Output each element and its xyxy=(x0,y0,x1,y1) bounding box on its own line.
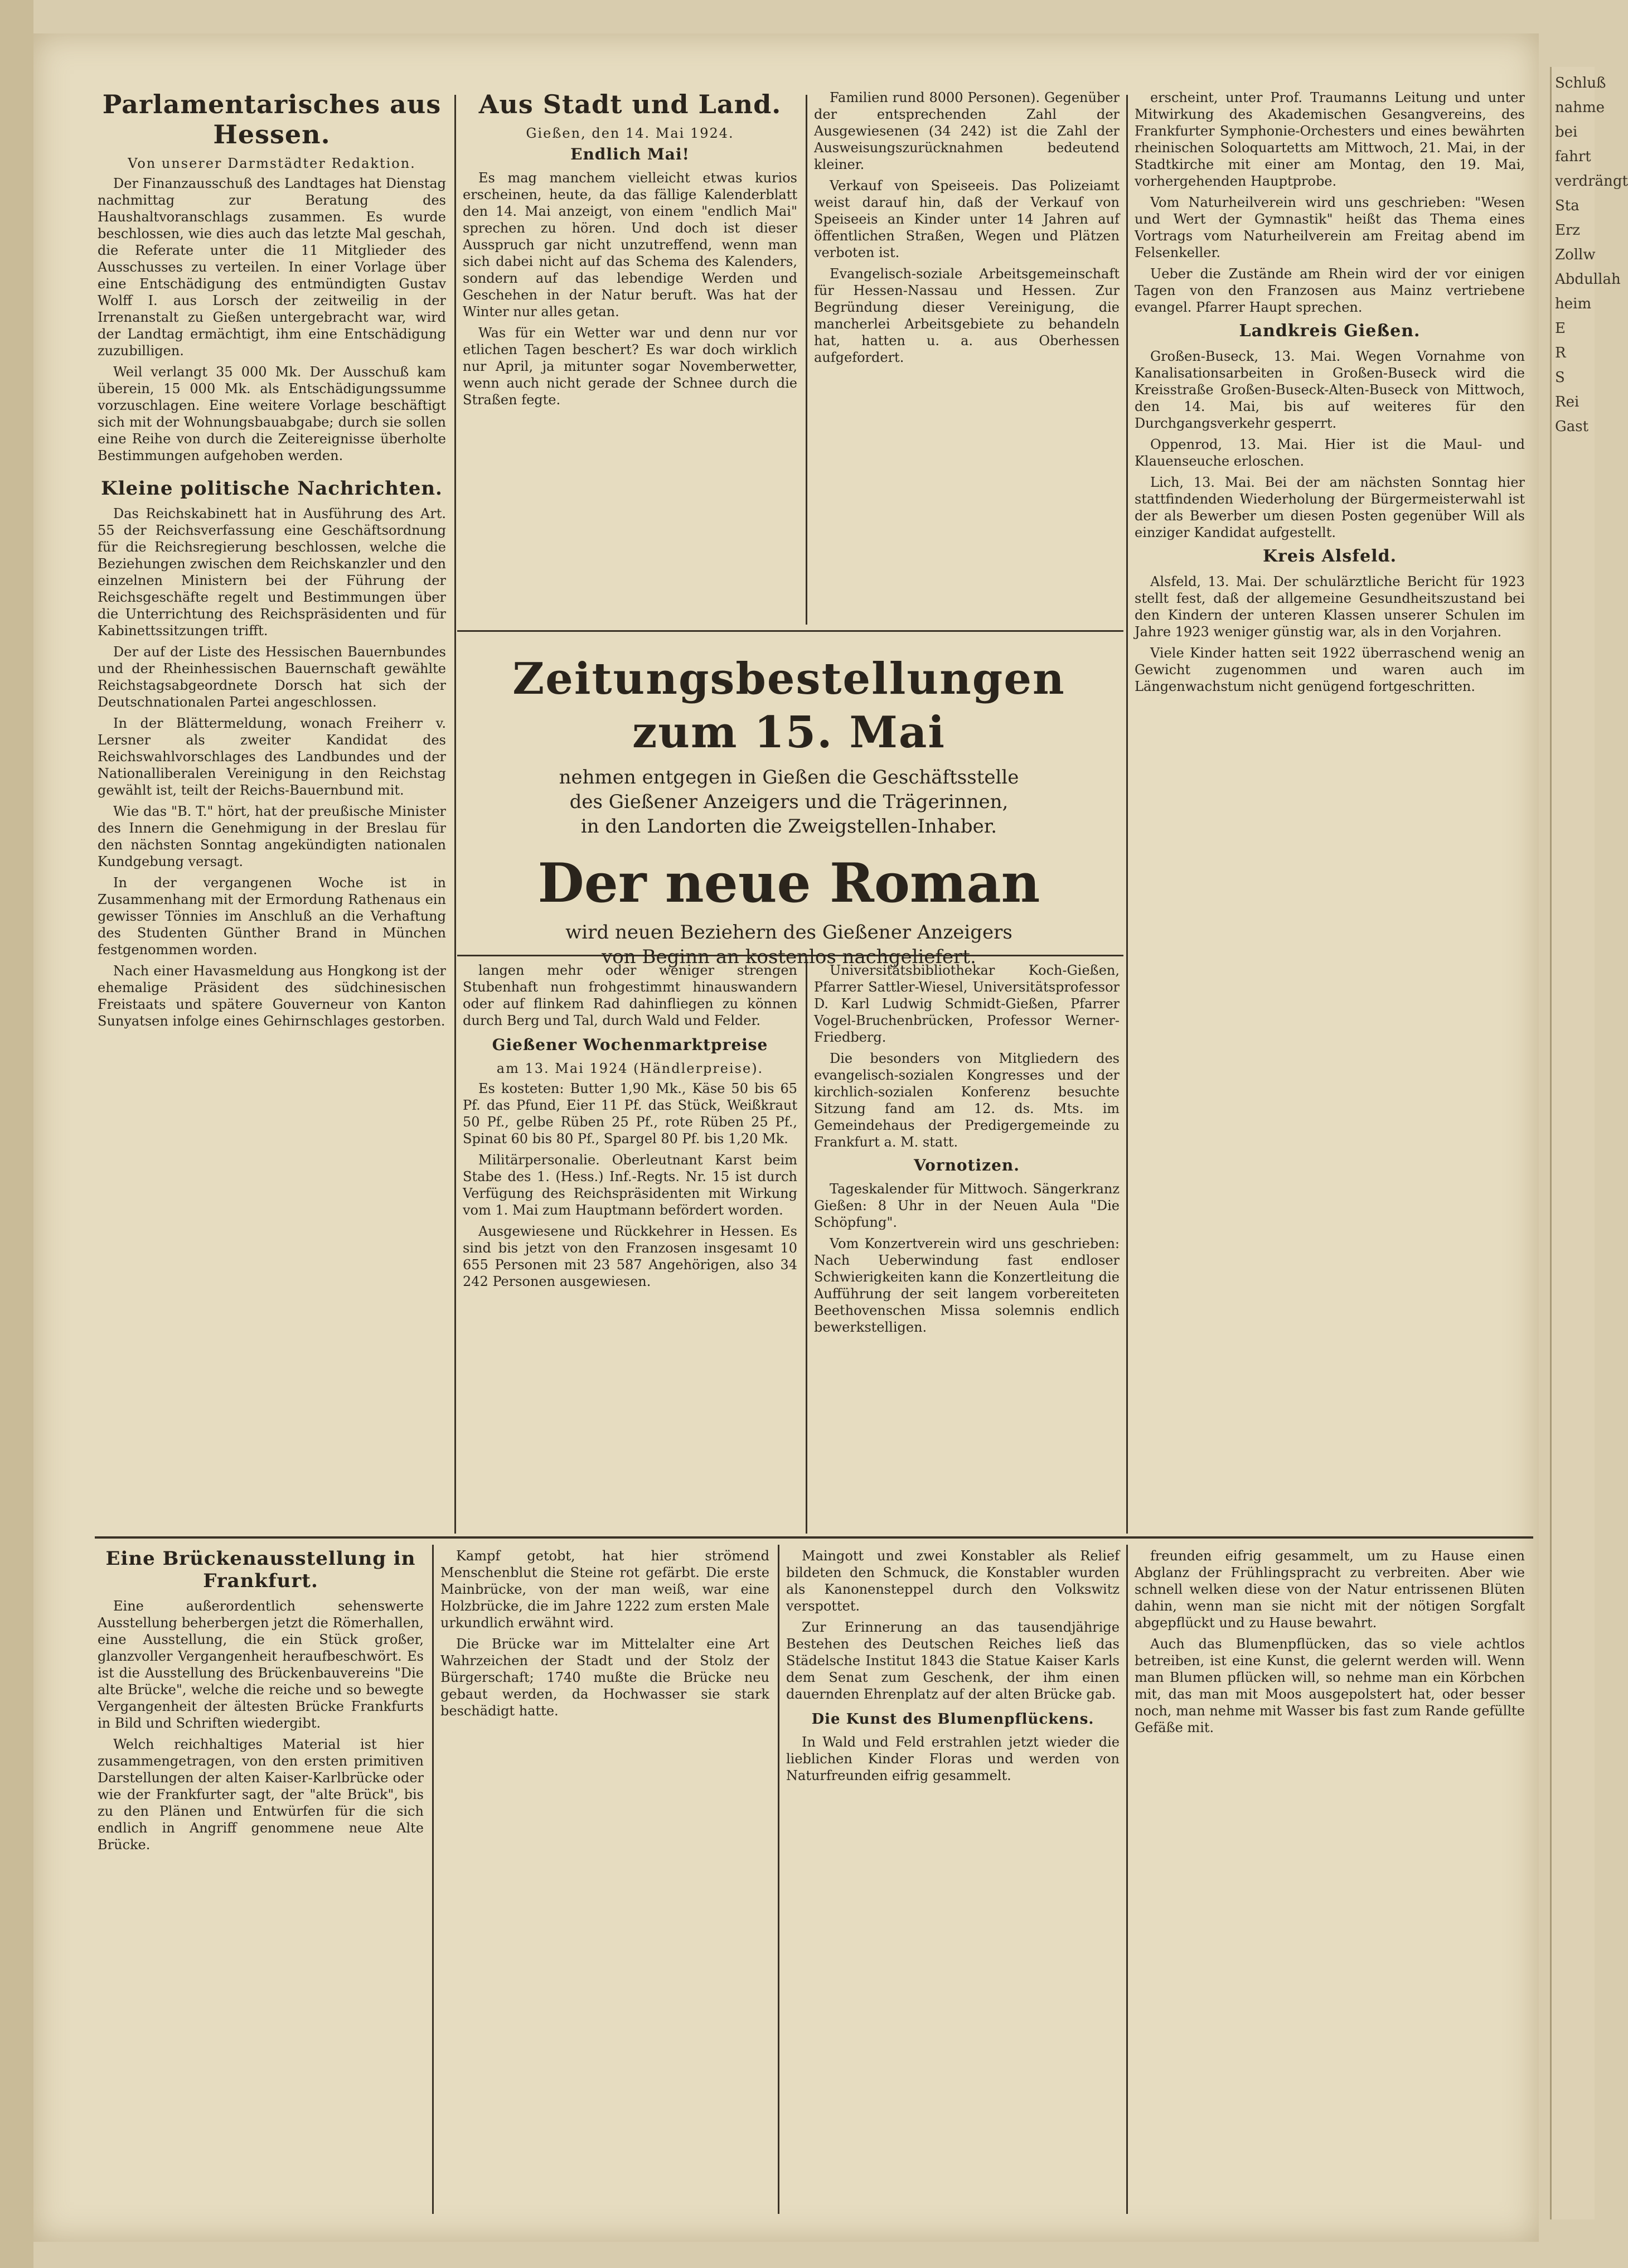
dateline: Gießen, den 14. Mai 1924. xyxy=(526,125,734,141)
article-paragraph: Es kosteten: Butter 1,90 Mk., Käse 50 bis 65 Pf. das Pfund, Eier 11 Pf. das Stück, Weißkraut 50 Pf., gelbe Rüben 25 Pf., rote Rüben 25 Pf., Spinat 60 bis 80 Pf., Spargel 80 Pf. bis 1,20 Mk. xyxy=(463,1081,797,1147)
subline-marktdatum: am 13. Mai 1924 (Händlerpreise). xyxy=(496,1061,764,1076)
strip-word: E xyxy=(1555,320,1566,337)
ad-text: von Beginn an kostenlos nachgeliefert. xyxy=(602,946,976,968)
article-paragraph: Wie das "B. T." hört, hat der preußische Minister des Innern die Genehmigung in der Breslau für den nächsten Sonntag angekündigten nationalen Kundgebung versagt. xyxy=(98,804,446,869)
article-paragraph: Auch das Blumenpflücken, das so viele achtlos betreiben, ist eine Kunst, die gelernt werden will. Wenn man Blumen pflücken will, so nehme man ein Körbchen mit, das man mit Moos ausgepolstert hat, oder besser noch, man nehme mit Wasser bis fast zum Rande gefüllte Gefäße mit. xyxy=(1135,1636,1525,1735)
article-paragraph: Alsfeld, 13. Mai. Der schulärztliche Bericht für 1923 stellt fest, daß der allgemeine Gesundheitszustand bei den Kindern der unteren Klassen unserer Schulen im Jahre 1923 weniger günstig war, als in den Vorjahren. xyxy=(1135,574,1525,640)
strip-word: Sta xyxy=(1555,197,1579,214)
article-paragraph: Großen-Buseck, 13. Mai. Wegen Vornahme von Kanalisationsarbeiten in Großen-Buseck wird die Kreisstraße Großen-Buseck-Alten-Buseck von Mittwoch, den 14. Mai, bis auf weiteres für den Durchgangsverkehr gesperrt. xyxy=(1135,349,1525,431)
page-binding-edge xyxy=(0,0,33,2268)
strip-word: Erz xyxy=(1555,222,1581,239)
column-right xyxy=(1135,89,1525,1528)
subhead-vornotizen: Vornotizen. xyxy=(913,1156,1020,1174)
column-vornotizen xyxy=(814,962,1120,1531)
column-rule xyxy=(1126,1545,1128,2214)
article-paragraph: Welch reichhaltiges Material ist hier zusammengetragen, von den ersten primitiven Darstellungen der alten Kaiser-Karlbrücke oder wie der Frankfurter sagt, der "alte Brück", bis zu den Plänen und Entwürfen für die sich endlich in Angriff genommene neue Alte Brücke. xyxy=(98,1737,424,1853)
column-wochenmarkt xyxy=(463,962,797,1531)
article-paragraph: In Wald und Feld erstrahlen jetzt wieder die lieblichen Kinder Floras und werden von Naturfreunden eifrig gesammelt. xyxy=(786,1734,1120,1783)
strip-word: Schluß xyxy=(1555,75,1606,91)
strip-word: R xyxy=(1555,345,1566,361)
strip-word: nahme xyxy=(1555,99,1605,116)
article-paragraph: Vom Naturheilverein wird uns geschrieben: "Wesen und Wert der Gymnastik" heißt das Thema eines Vortrags vom Naturheilverein am Freitag abend im Felsenkeller. xyxy=(1135,195,1525,260)
strip-word: Gast xyxy=(1555,418,1589,435)
article-paragraph: Nach einer Havasmeldung aus Hongkong ist der ehemalige Präsident des südchinesischen Freistaats und spätere Gouverneur von Kanton Sunyatsen infolge eines Gehirnschlages gestorben. xyxy=(98,963,446,1029)
column-brueckenausstellung xyxy=(98,1548,424,2211)
article-paragraph: Die besonders von Mitgliedern des evangelisch-sozialen Kongresses und der kirchlich-sozialen Konferenz besuchte Sitzung fand am 12. ds. Mts. im Gemeindehaus der Predigergemeinde zu Frankfurt a. M. statt. xyxy=(814,1051,1120,1150)
strip-word: Zollw xyxy=(1555,246,1596,263)
headline-brueckenausstellung: Eine Brückenausstellung in Frankfurt. xyxy=(105,1548,416,1592)
subhead-kreis-alsfeld: Kreis Alsfeld. xyxy=(1262,547,1397,566)
headline-aus-stadt-und-land: Aus Stadt und Land. xyxy=(478,89,782,119)
column-rule xyxy=(806,95,807,625)
column-aus-stadt-und-land xyxy=(463,89,797,625)
headline-kleine-nachrichten: Kleine politische Nachrichten. xyxy=(101,477,443,500)
article-paragraph: erscheint, unter Prof. Traumanns Leitung und unter Mitwirkung des Akademischen Gesangvereins, des Frankfurter Symphonie-Orchesters und eines bewährten rheinischen Soloquartetts am Mittwoch, 21. Mai, in der Stadtkirche mit einer am Montag, den 19. Mai, vorhergehenden Hauptprobe. xyxy=(1135,90,1525,189)
article-paragraph: Das Reichskabinett hat in Ausführung des Art. 55 der Reichsverfassung eine Geschäftsordnung für die Reichsregierung beschlossen, welche die Beziehungen zwischen dem Reichskanzler und den einzelnen Ministern bei der Führung der Reichsgeschäfte regelt und Bestimmungen über die Unterrichtung des Reichspräsidenten und für Kabinettssitzungen trifft. xyxy=(98,506,446,639)
article-paragraph: Kampf getobt, hat hier strömend Menschenblut die Steine rot gefärbt. Die erste Mainbrücke, von der man weiß, war eine Holzbrücke, die im Jahre 1222 zum ersten Male urkundlich erwähnt wird. xyxy=(440,1548,769,1631)
column-center-right xyxy=(814,89,1120,625)
column-rule xyxy=(778,1545,779,2214)
ad-text: wird neuen Beziehern des Gießener Anzeigers xyxy=(565,921,1012,944)
subline-redaktion: Von unserer Darmstädter Redaktion. xyxy=(128,156,416,171)
article-paragraph: Vom Konzertverein wird uns geschrieben: Nach Ueberwindung fast endloser Schwierigkeiten kann die Konzertleitung die Aufführung der seit langem vorbereiteten Beethovenschen Missa solemnis endlich bewerkstelligen. xyxy=(814,1236,1120,1335)
column-rule xyxy=(1126,95,1128,1534)
article-paragraph: Lich, 13. Mai. Bei der am nächsten Sonntag hier stattfindenden Wiederholung der Bürgermeisterwahl ist der als Bewerber um diesen Posten gegenüber Will als einziger Kandidat aufgestellt. xyxy=(1135,475,1525,540)
article-paragraph: Der Finanzausschuß des Landtages hat Dienstag nachmittag zur Beratung des Haushaltvoranschlags zusammen. Es wurde beschlossen, wie dies auch das letzte Mal geschah, die Referate unter die 11 Mitglieder des Ausschusses zu verteilen. In einer Vorlage über eine Entschädigung des entmündigten Gustav Wolff I. aus Lorsch der zeitweilig in der Irrenanstalt zu Gießen untergebracht war, wird der Landtag ermächtigt, ihm eine Entschädigung zuzubilligen. xyxy=(98,176,446,359)
column-parlamentarisches xyxy=(98,89,446,1528)
article-paragraph: langen mehr oder weniger strengen Stubenhaft nun frohgestimmt hinauswandern oder auf flinkem Rad dahinfliegen zu können durch Berg und Tal, durch Wald und Felder. xyxy=(463,963,797,1028)
ad-roman-title: Der neue Roman xyxy=(537,852,1040,915)
article-paragraph: Der auf der Liste des Hessischen Bauernbundes und der Rheinhessischen Bauernschaft gewählte Reichstagsabgeordnete Dorsch hat sich der Deutschnationalen Partei angeschlossen. xyxy=(98,644,446,710)
article-paragraph: Was für ein Wetter war und denn nur vor etlichen Tagen beschert? Es war doch wirklich nur April, ja mitunter sogar Novemberwetter, wenn auch nicht gerade der Schnee durch die Straßen fegte. xyxy=(463,325,797,408)
article-paragraph: Universitätsbibliothekar Koch-Gießen, Pfarrer Sattler-Wiesel, Universitätsprofessor D. Karl Ludwig Schmidt-Gießen, Pfarrer Vogel-Bruchenbrücken, Professor Werner-Friedberg. xyxy=(814,963,1120,1045)
strip-word: verdrängt xyxy=(1555,173,1628,190)
article-paragraph: Verkauf von Speiseeis. Das Polizeiamt weist darauf hin, daß der Verkauf von Speiseeis an Kinder unter 14 Jahren auf öffentlichen Straßen, Wegen und Plätzen verboten ist. xyxy=(814,178,1120,260)
ad-headline: Zeitungsbestellungen zum 15. Mai xyxy=(512,654,1065,758)
strip-word: S xyxy=(1555,369,1565,386)
strip-word: heim xyxy=(1555,296,1592,312)
subhead-endlich-mai: Endlich Mai! xyxy=(570,145,690,163)
article-paragraph: Maingott und zwei Konstabler als Relief bildeten den Schmuck, die Konstabler wurden als Kanonensteppel durch den Volkswitz verspottet. xyxy=(786,1548,1120,1614)
strip-word: fahrt xyxy=(1555,148,1591,165)
subscription-advertisement xyxy=(457,641,1121,968)
article-paragraph: Es mag manchem vielleicht etwas kurios erscheinen, heute, da das fällige Kalenderblatt den 14. Mai anzeigt, von einem "endlich Mai" sprechen zu hören. Und doch ist dieser Ausspruch gar nicht unzutreffend, wenn man sich dabei nicht auf das Schema des Kalenders, sondern auf das lebendige Werden und Geschehen in der Natur beruft. Was hat der Winter nur alles getan. xyxy=(463,170,797,320)
column-blumen-fortsetzung xyxy=(1135,1548,1525,2211)
column-rule xyxy=(806,959,807,1534)
headline-parlamentarisches: Parlamentarisches aus Hessen. xyxy=(102,89,442,149)
article-paragraph: In der vergangenen Woche ist in Zusammenhang mit der Ermordung Rathenaus ein gewisser Tönnies im Anschluß an die Verhaftung des Studenten Günther Brand in München festgenommen worden. xyxy=(98,875,446,958)
article-paragraph: Familien rund 8000 Personen). Gegenüber der entsprechenden Zahl der Ausgewiesenen (34 242) ist die Zahl der Ausweisungszurücknahmen bedeutend kleiner. xyxy=(814,90,1120,172)
strip-word: Rei xyxy=(1555,394,1579,410)
article-paragraph: Zur Erinnerung an das tausendjährige Bestehen des Deutschen Reiches ließ das Städelsche Institut 1843 die Statue Kaiser Karls dem Senat zum Geschenk, der ihm einen dauernden Ehrenplatz auf der alten Brücke gab. xyxy=(786,1619,1120,1702)
ad-text: in den Landorten die Zweigstellen-Inhaber. xyxy=(580,815,997,838)
article-paragraph: Ausgewiesene und Rückkehrer in Hessen. Es sind bis jetzt von den Franzosen insgesamt 10 655 Personen mit 23 587 Angehörigen, also 34 242 Personen ausgewiesen. xyxy=(463,1224,797,1289)
article-paragraph: Viele Kinder hatten seit 1922 überraschend wenig an Gewicht zugenommen und waren auch im Längenwachstum nicht genügend fortgeschritten. xyxy=(1135,645,1525,694)
article-paragraph: Evangelisch-soziale Arbeitsgemeinschaft für Hessen-Nassau und Hessen. Zur Begründung dieser Vereinigung, die mancherlei Arbeitsgebiete zu behandeln hat, hatten u. a. aus Oberhessen aufgefordert. xyxy=(814,266,1120,365)
article-paragraph: Die Brücke war im Mittelalter eine Art Wahrzeichen der Stadt und der Stolz der Bürgerschaft; 1740 mußte die Brücke neu gebaut werden, da Hochwasser sie stark beschädigt hatte. xyxy=(440,1636,769,1719)
article-paragraph: Weil verlangt 35 000 Mk. Der Ausschuß kam überein, 15 000 Mk. als Entschädigungssumme vorzuschlagen. Eine weitere Vorlage beschäftigt sich mit der Wohnungsbauabgabe; durch sie sollen eine Reihe von durch die Zeitereignisse überholte Bestimmungen aufgehoben werden. xyxy=(98,364,446,463)
horizontal-rule xyxy=(457,630,1123,632)
column-rule xyxy=(454,95,456,1534)
adjacent-page-strip xyxy=(1550,67,1628,2219)
article-paragraph: In der Blättermeldung, wonach Freiherr v. Lersner als zweiter Kandidat des Reichswahlvorschlages des Landbundes und der Nationalliberalen Vereinigung in den Reichstag gewählt ist, teilt der Reichs-Bauernbund mit. xyxy=(98,715,446,798)
article-paragraph: Militärpersonalie. Oberleutnant Karst beim Stabe des 1. (Hess.) Inf.-Regts. Nr. 15 ist durch Verfügung des Reichspräsidenten mit Wirkung vom 1. Mai zum Hauptmann befördert worden. xyxy=(463,1152,797,1218)
strip-word: Abdullah xyxy=(1555,271,1621,288)
subhead-kunst-blumenpfluecken: Die Kunst des Blumenpflückens. xyxy=(811,1711,1094,1728)
column-bruecke-fortsetzung xyxy=(440,1548,769,2211)
article-paragraph: Tageskalender für Mittwoch. Sängerkranz Gießen: 8 Uhr in der Neuen Aula "Die Schöpfung". xyxy=(814,1181,1120,1230)
subhead-landkreis-giessen: Landkreis Gießen. xyxy=(1239,321,1421,341)
column-blumenpfluecken xyxy=(786,1548,1120,2211)
ad-text: nehmen entgegen in Gießen die Geschäftsstelle xyxy=(559,766,1019,789)
article-paragraph: Oppenrod, 13. Mai. Hier ist die Maul- und Klauenseuche erloschen. xyxy=(1135,437,1525,469)
article-paragraph: freunden eifrig gesammelt, um zu Hause einen Abglanz der Frühlingspracht zu verbreiten. Aber wie schnell welken diese von der Natur entrissenen Blüten dahin, wenn man sie nicht mit der nötigen Sorgfalt abgepflückt und zu Hause bewahrt. xyxy=(1135,1548,1525,1631)
strip-word: bei xyxy=(1555,124,1578,141)
article-paragraph: Ueber die Zustände am Rhein wird der vor einigen Tagen von den Franzosen aus Mainz vertriebene evangel. Pfarrer Haupt sprechen. xyxy=(1135,266,1525,315)
ad-text: des Gießener Anzeigers und die Trägerinnen, xyxy=(569,791,1009,813)
article-paragraph: Eine außerordentlich sehenswerte Ausstellung beherbergen jetzt die Römerhallen, eine Ausstellung, die ein Stück großer, glanzvoller Vergangenheit heraufbeschwört. Es ist die Ausstellung des Brückenbauvereins "Die alte Brücke", welche die reiche und so bewegte Vergangenheit der ältesten Brücke Frankfurts in Bild und Schriften wiedergibt. xyxy=(98,1598,424,1731)
subhead-wochenmarktpreise: Gießener Wochenmarktpreise xyxy=(492,1036,768,1054)
column-rule xyxy=(432,1545,434,2214)
horizontal-rule xyxy=(95,1536,1533,1539)
